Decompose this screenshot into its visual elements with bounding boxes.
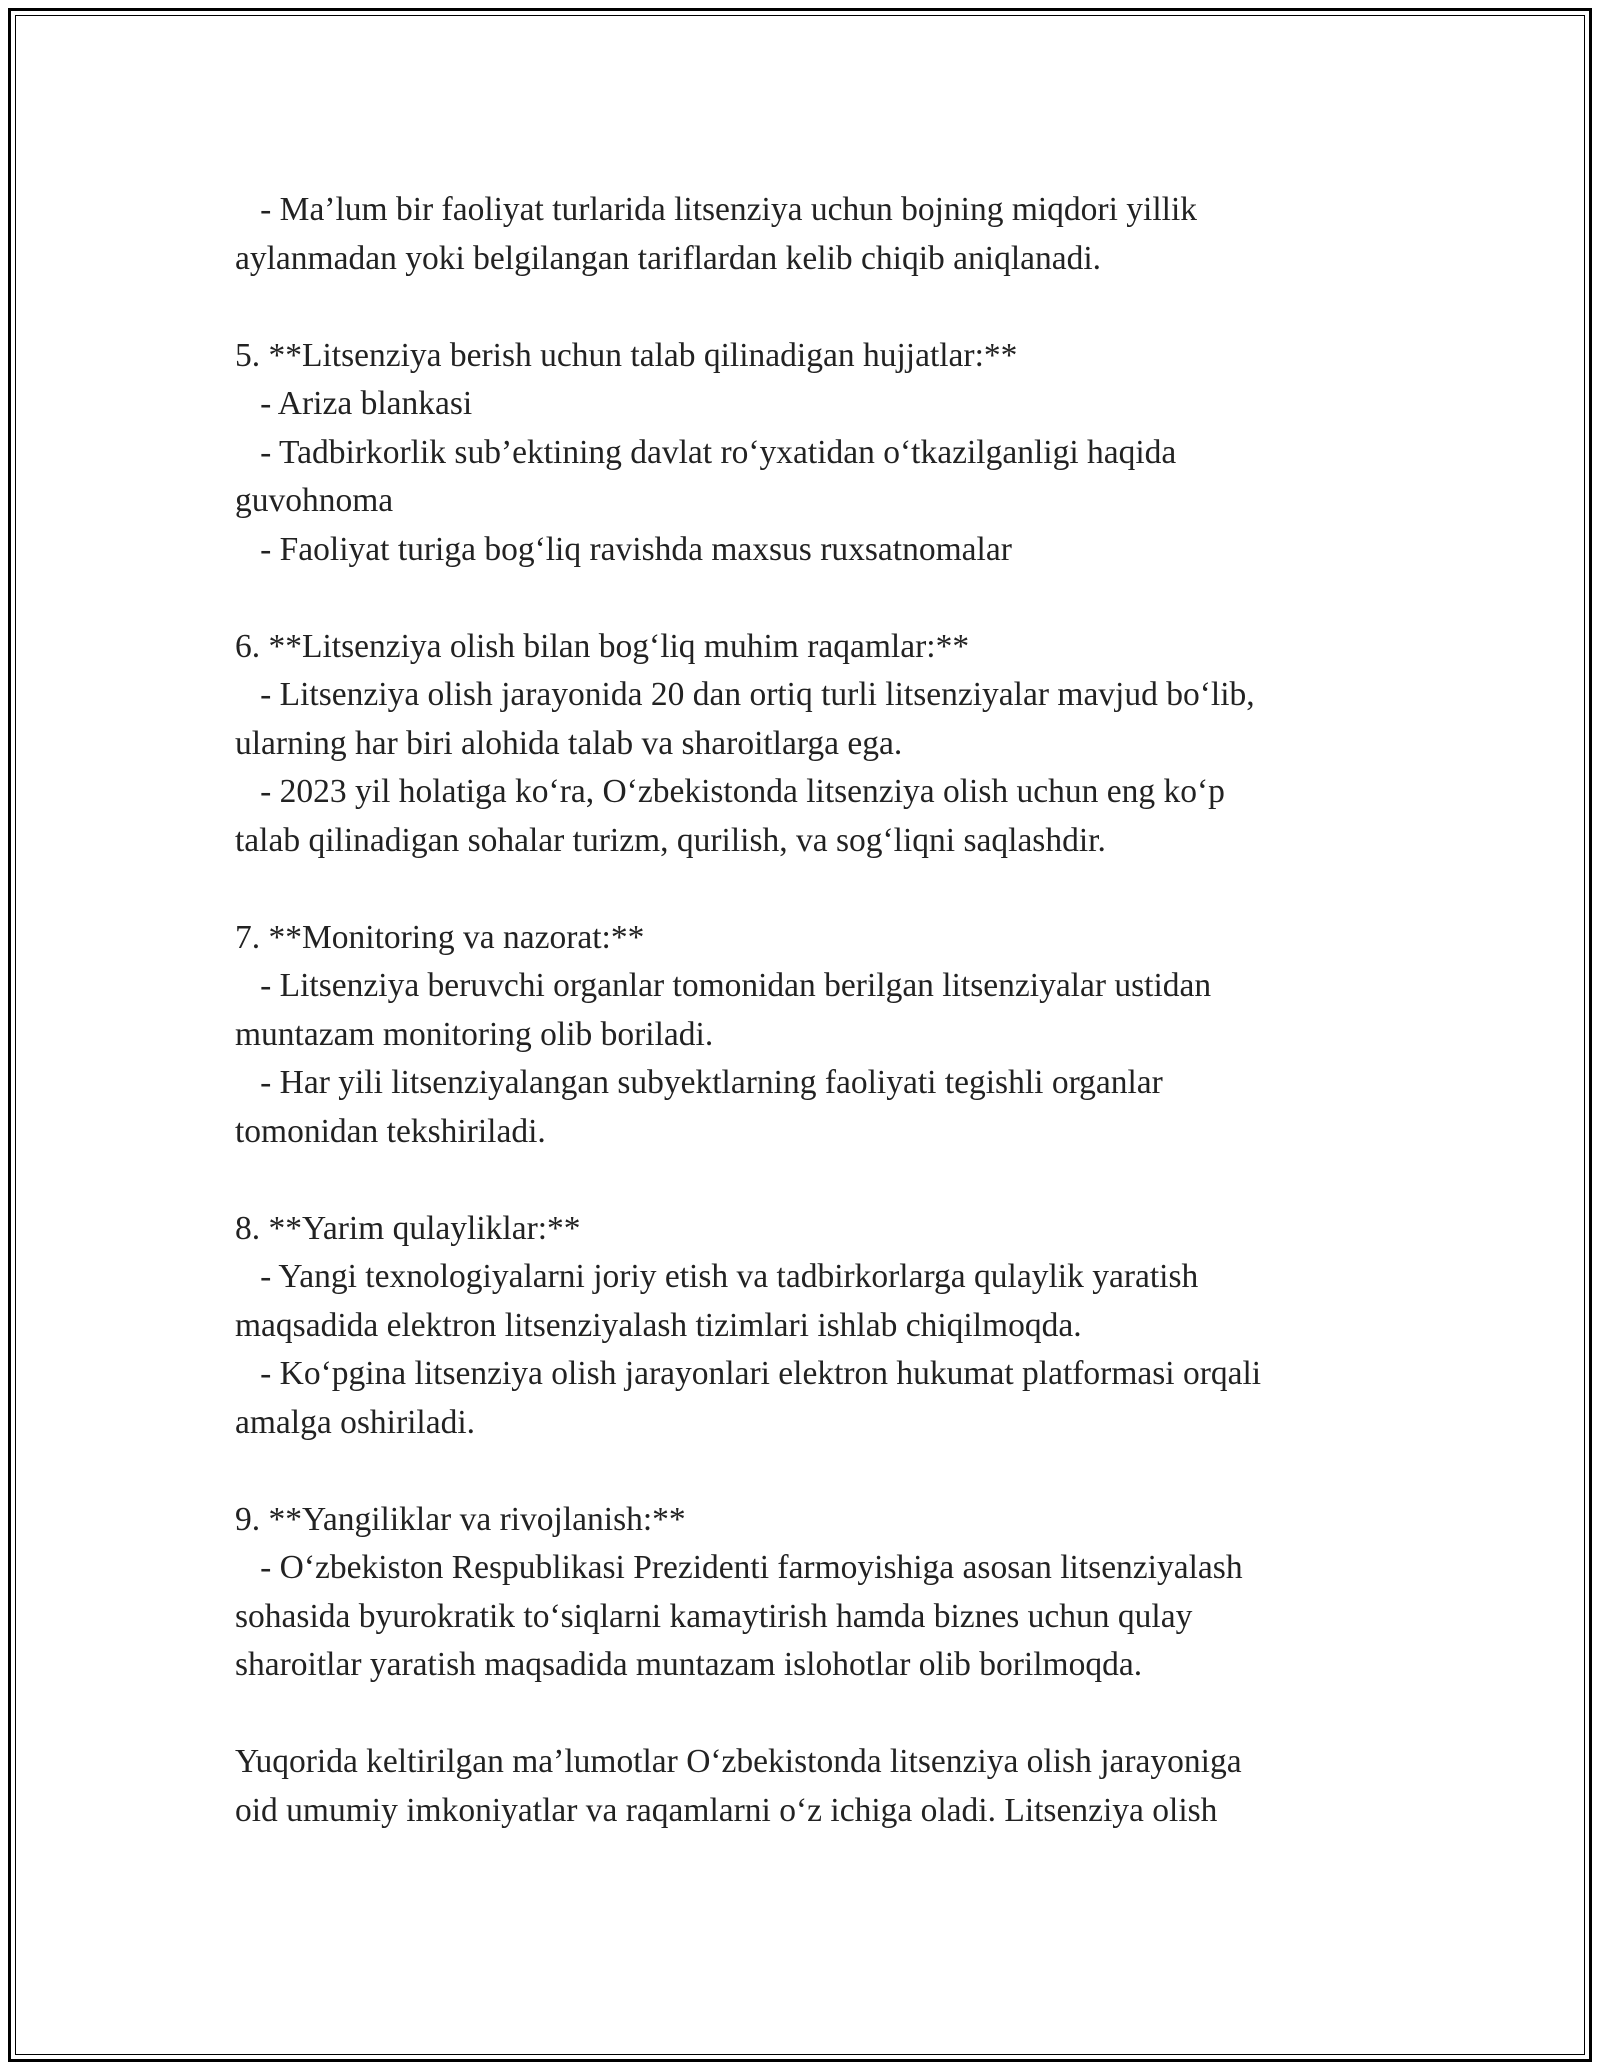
text-line: aylanmadan yoki belgilangan tariflardan kelib chiqib aniqlanadi. xyxy=(235,239,1102,277)
text-line: - Tadbirkorlik sub’ektining davlat ro‘yxatidan o‘tkazilganligi haqida xyxy=(235,433,1177,471)
text-line: 9. **Yangiliklar va rivojlanish:** xyxy=(235,1500,686,1538)
text-line: - Ariza blankasi xyxy=(235,385,473,422)
text-line: amalga oshiriladi. xyxy=(235,1403,476,1441)
text-line: ularning har biri alohida talab va sharoitlarga ega. xyxy=(235,724,903,762)
text-line: sharoitlar yaratish maqsadida muntazam islohotlar olib borilmoqda. xyxy=(235,1646,1143,1683)
text-line: tomonidan tekshiriladi. xyxy=(235,1112,546,1150)
blank-line xyxy=(235,1156,1395,1205)
text-line: - Yangi texnologiyalarni joriy etish va tadbirkorlarga qulaylik yaratish xyxy=(235,1258,1199,1295)
text-line: 8. **Yarim qulayliklar:** xyxy=(235,1209,581,1247)
text-line: sohasida byurokratik to‘siqlarni kamaytirish hamda biznes uchun qulay xyxy=(235,1597,1193,1635)
document-body xyxy=(235,186,1395,1835)
text-line: - 2023 yil holatiga ko‘ra, O‘zbekistonda litsenziya olish uchun eng ko‘p xyxy=(235,773,1225,810)
blank-line xyxy=(235,865,1395,914)
text-line: guvohnoma xyxy=(235,482,394,519)
blank-line xyxy=(235,1447,1395,1496)
text-line: 5. **Litsenziya berish uchun talab qilinadigan hujjatlar:** xyxy=(235,336,1018,374)
text-line: - Ko‘pgina litsenziya olish jarayonlari elektron hukumat platformasi orqali xyxy=(235,1355,1262,1392)
text-line: muntazam monitoring olib boriladi. xyxy=(235,1015,714,1053)
text-line: maqsadida elektron litsenziyalash tizimlari ishlab chiqilmoqda. xyxy=(235,1306,1082,1344)
blank-line xyxy=(235,1690,1395,1739)
text-line: - Faoliyat turiga bog‘liq ravishda maxsus ruxsatnomalar xyxy=(235,530,1012,568)
text-line: talab qilinadigan sohalar turizm, qurilish, va sog‘liqni saqlashdir. xyxy=(235,821,1106,859)
text-line: 7. **Monitoring va nazorat:** xyxy=(235,918,645,956)
text-line: Yuqorida keltirilgan ma’lumotlar O‘zbekistonda litsenziya olish jarayoniga xyxy=(235,1743,1242,1780)
blank-line xyxy=(235,283,1395,332)
text-line: oid umumiy imkoniyatlar va raqamlarni o‘z ichiga oladi. Litsenziya olish xyxy=(235,1791,1218,1829)
text-line: - Ma’lum bir faoliyat turlarida litsenziya uchun bojning miqdori yillik xyxy=(235,191,1197,228)
text-line: - Litsenziya beruvchi organlar tomonidan berilgan litsenziyalar ustidan xyxy=(235,967,1212,1004)
text-line: - Har yili litsenziyalangan subyektlarning faoliyati tegishli organlar xyxy=(235,1064,1163,1101)
text-line: - Litsenziya olish jarayonida 20 dan ortiq turli litsenziyalar mavjud bo‘lib, xyxy=(235,676,1255,713)
blank-line xyxy=(235,574,1395,623)
text-line: 6. **Litsenziya olish bilan bog‘liq muhim raqamlar:** xyxy=(235,627,970,665)
text-line: - O‘zbekiston Respublikasi Prezidenti farmoyishiga asosan litsenziyalash xyxy=(235,1549,1243,1586)
